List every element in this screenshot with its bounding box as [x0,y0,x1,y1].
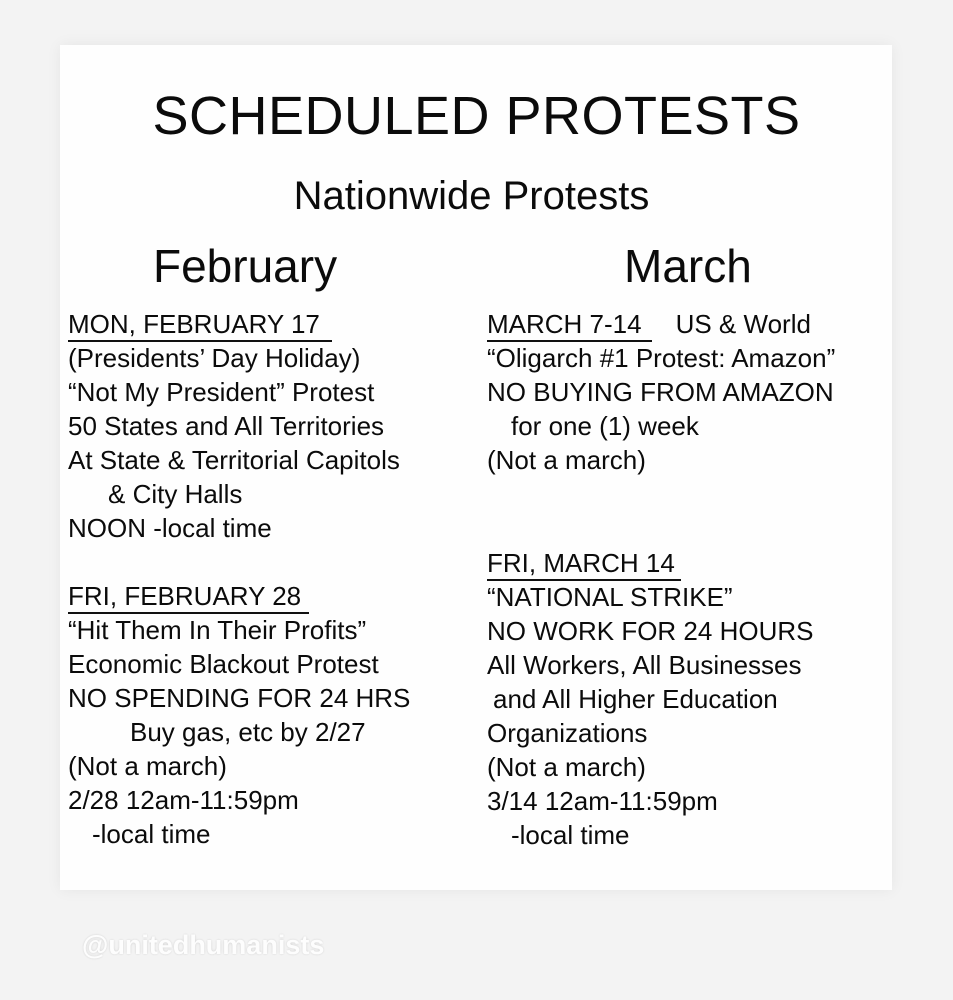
event-line: (Not a march) [487,445,646,475]
event-feb-17 [68,307,400,545]
event-line: -local time [511,820,630,850]
event-line: (Not a march) [487,752,646,782]
event-line: “Hit Them In Their Profits” [68,615,367,645]
event-line: & City Halls [108,479,243,509]
event-line: NO SPENDING FOR 24 HRS [68,683,411,713]
event-mar-7-14 [487,307,835,477]
event-line: “Not My President” Protest [68,377,375,407]
event-date-suffix: US & World [675,309,811,339]
event-line: Organizations [487,718,648,748]
event-line: “Oligarch #1 Protest: Amazon” [487,343,836,373]
event-line: “NATIONAL STRIKE” [487,582,733,612]
month-heading-february: February [153,240,338,292]
event-line: All Workers, All Businesses [487,650,802,680]
event-line: Buy gas, etc by 2/27 [130,717,366,747]
event-line: 50 States and All Territories [68,411,385,441]
page-title: SCHEDULED PROTESTS [152,86,801,146]
event-line: 3/14 12am-11:59pm [487,786,718,816]
watermark-handle: @unitedhumanists [82,930,325,960]
event-line: NOON -local time [68,513,272,543]
event-line: Economic Blackout Protest [68,649,379,679]
event-line: NO BUYING FROM AMAZON [487,377,834,407]
event-date: MARCH 7-14 [487,309,652,342]
month-heading-march: March [624,240,752,292]
page-subtitle: Nationwide Protests [293,174,650,218]
event-line: NO WORK FOR 24 HOURS [487,616,814,646]
event-date: FRI, FEBRUARY 28 [68,581,309,614]
event-date: MON, FEBRUARY 17 [68,309,332,342]
event-line: (Not a march) [68,751,227,781]
event-line: for one (1) week [511,411,699,441]
event-line: At State & Territorial Capitols [68,445,400,475]
event-line: 2/28 12am-11:59pm [68,785,299,815]
event-line: and All Higher Education [493,684,778,714]
event-line: (Presidents’ Day Holiday) [68,343,361,373]
event-date: FRI, MARCH 14 [487,548,681,581]
event-mar-14 [487,546,813,852]
event-line: -local time [92,819,211,849]
event-feb-28 [68,579,410,851]
